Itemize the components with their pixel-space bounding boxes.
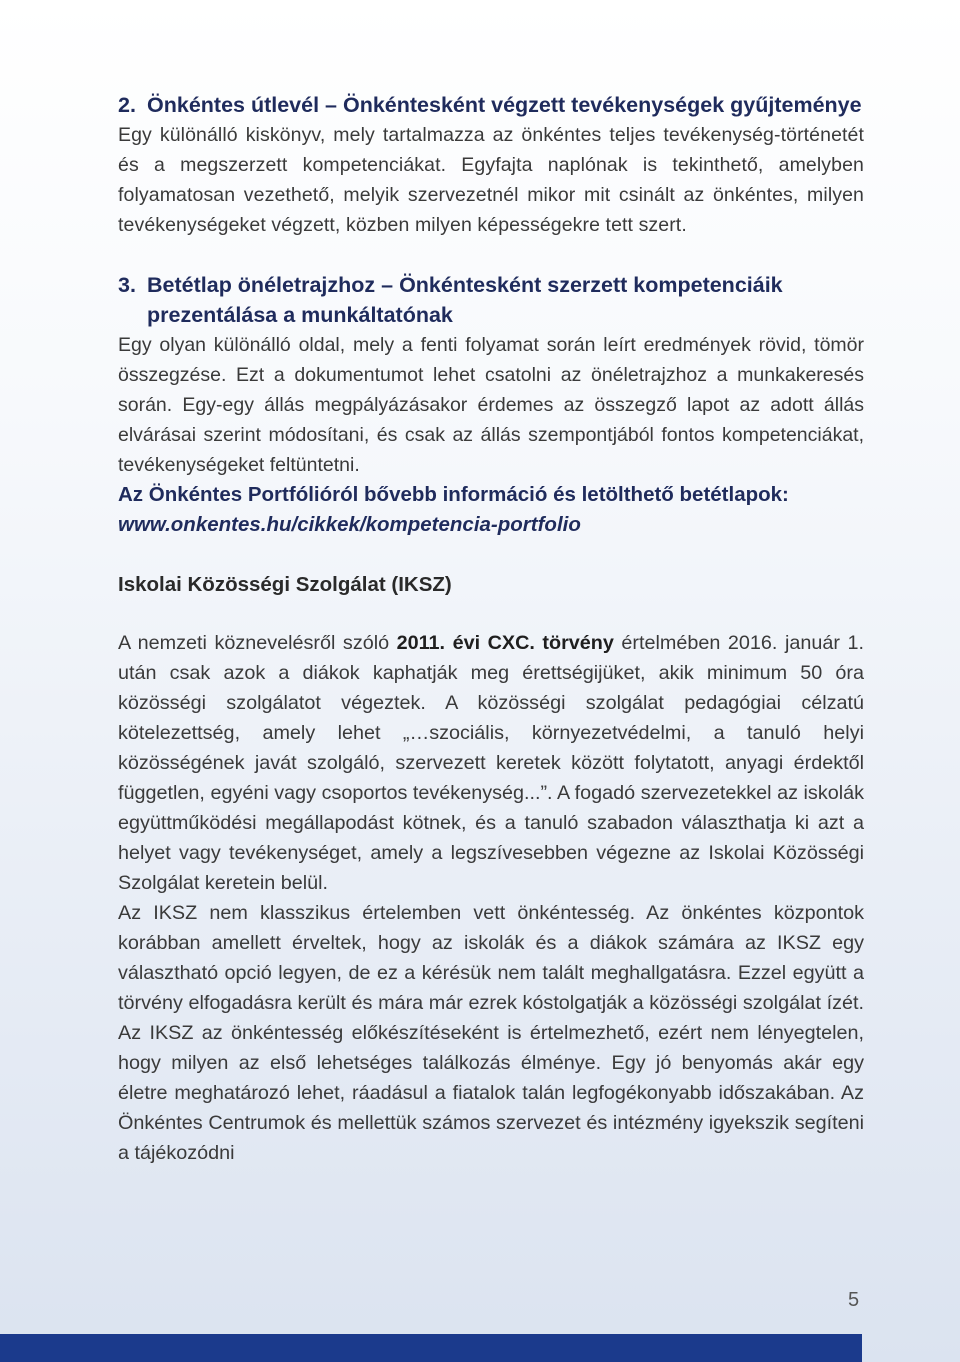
ikszt-heading: Iskolai Közösségi Szolgálat (IKSZ)	[118, 573, 452, 596]
page-content	[118, 90, 864, 1168]
ikszt-p1-before: A nemzeti köznevelésről szóló	[118, 632, 397, 654]
section-2-body: Egy különálló kiskönyv, mely tartalmazza az önkéntes teljes tevékenység-történetét és a megszerzett kompetenciákat. Egyfajta naplónak is tekinthető, amelyben folyamatosan vezethető, melyik szervezetnél mikor mit csinált az önkéntes, milyen tevékenységeket végzett, közben milyen képességekre tett szert.	[118, 124, 864, 236]
section-2-number: 2.	[118, 93, 136, 117]
law-reference: 2011. évi CXC. törvény	[396, 632, 614, 654]
section-2-heading	[118, 90, 864, 120]
ikszt-paragraph-2: Az IKSZ nem klasszikus értelemben vett önkéntesség. Az önkéntes központok korábban amellett érveltek, hogy az iskolák és a diákok számára az IKSZ egy választható opció legyen, de ez a kérésük nem talált meghallgatásra. Ezzel együtt a törvény elfogadásra került és mára már ezrek kóstolgatják a közösségi szolgálat ízét. Az IKSZ az önkéntesség előkészítéseként is értelmezhető, ezért nem lényegtelen, hogy milyen az első lehetséges találkozás élménye. Egy jó benyomás akár egy életre meghatározó lehet, ráadásul a fiatalok talán legfogékonyabb időszakában. Az Önkéntes Centrumok és mellettük számos szervezet és intézmény igyekszik segíteni a tájékozódni	[118, 902, 864, 1164]
portfolio-link[interactable]: www.onkentes.hu/cikkek/kompetencia-portfolio	[118, 513, 581, 536]
section-2-title: Önkéntes útlevél – Önkéntesként végzett tevékenységek gyűjteménye	[147, 93, 862, 117]
section-3-number: 3.	[118, 273, 136, 297]
page-number: 5	[848, 1289, 860, 1311]
section-3-body: Egy olyan különálló oldal, mely a fenti folyamat során leírt eredmények rövid, tömör összegzése. Ezt a dokumentumot lehet csatolni az önéletrajzhoz a munkakeresés során. Egy-egy állás megpályázásakor érdemes az összegző lapot az adott állás elvárásai szerint módosítani, és csak az állás szempontjából fontos kompetenciákat, tevékenységeket feltüntetni.	[118, 334, 864, 476]
portfolio-note: Az Önkéntes Portfólióról bővebb információ és letölthető betétlapok:	[118, 483, 789, 506]
section-3-title: Betétlap önéletrajzhoz – Önkéntesként szerzett kompetenciáik prezentálása a munkáltatónak	[147, 273, 783, 327]
section-3-heading	[118, 270, 864, 330]
ikszt-p1-after: értelmében 2016. január 1. után csak azok a diákok kaphatják meg érettségijüket, akik minimum 50 óra közösségi szolgálatot végeztek. A közösségi szolgálat pedagógiai célzatú kötelezettség, amely lehet „…szociális, környezetvédelmi, a tanuló helyi közösségének javát szolgáló, szervezett keretek között folytatott, anyagi érdektől független, egyéni vagy csoportos tevékenység...”. A fogadó szervezetekkel az iskolák együttműködési megállapodást kötnek, és a tanuló szabadon választhatja ki azt a helyet vagy tevékenységet, amely a legszívesebben végezne az Iskolai Közösségi Szolgálat keretein belül.	[118, 632, 864, 894]
ikszt-paragraph-1	[118, 628, 864, 898]
ikszt-body	[118, 628, 864, 1168]
footer-bar	[0, 1334, 862, 1362]
